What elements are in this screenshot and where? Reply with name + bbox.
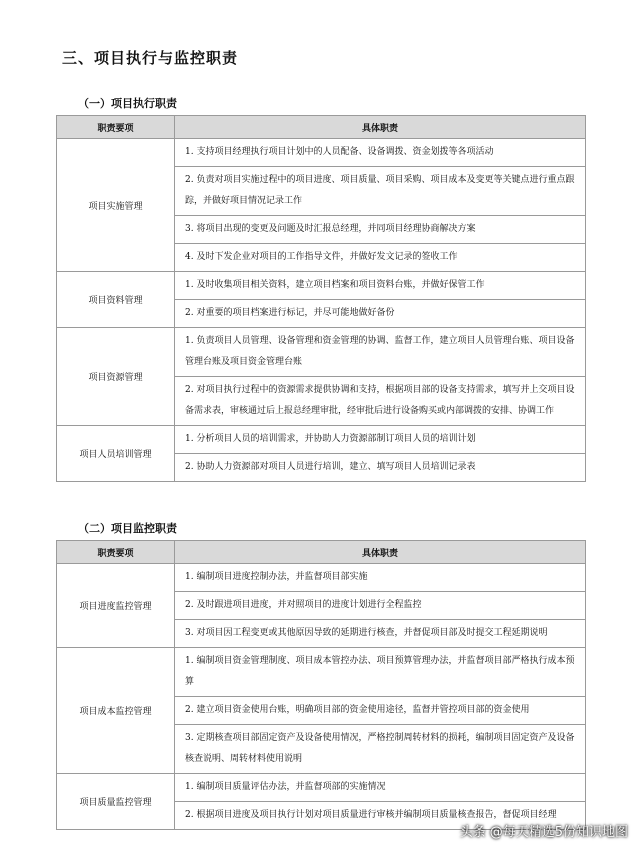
duty-item: 2. 负责对项目实施过程中的项目进度、项目质量、项目采购、项目成本及变更等关键点进行重点跟踪，并做好项目情况记录工作 — [175, 167, 586, 216]
section-title-execution: （一）项目执行职责 — [78, 97, 177, 110]
duty-category: 项目进度监控管理 — [57, 564, 175, 648]
duty-item: 1. 支持项目经理执行项目计划中的人员配备、设备调拨、资金划拨等各项活动 — [175, 139, 586, 167]
table-row — [57, 648, 586, 697]
header-specific-duty: 具体职责 — [175, 116, 586, 139]
header-specific-duty: 具体职责 — [175, 541, 586, 564]
duty-category: 项目资源管理 — [57, 328, 175, 426]
table-row — [57, 328, 586, 377]
duty-item: 3. 对项目因工程变更或其他原因导致的延期进行核查，并督促项目部及时提交工程延期说明 — [175, 620, 586, 648]
duty-item: 1. 负责项目人员管理、设备管理和资金管理的协调、监督工作，建立项目人员管理台账、项目设备管理台账及项目资金管理台账 — [175, 328, 586, 377]
table-row — [57, 774, 586, 802]
duty-item: 3. 将项目出现的变更及问题及时汇报总经理，并同项目经理协商解决方案 — [175, 216, 586, 244]
duty-category: 项目实施管理 — [57, 139, 175, 272]
duty-item: 2. 对重要的项目档案进行标记，并尽可能地做好备份 — [175, 300, 586, 328]
table-row — [57, 564, 586, 592]
duty-item: 3. 定期核查项目部固定资产及设备使用情况，严格控制周转材料的损耗，编制项目固定资产及设备核查说明、周转材料使用说明 — [175, 725, 586, 774]
header-duty-item: 职责要项 — [57, 116, 175, 139]
duty-item: 1. 编制项目质量评估办法，并监督项部的实施情况 — [175, 774, 586, 802]
table-row — [57, 139, 586, 167]
execution-duties-table — [56, 115, 586, 482]
table-row — [57, 272, 586, 300]
page-heading: 三、项目执行与监控职责 — [62, 49, 239, 67]
duty-item: 4. 及时下发企业对项目的工作指导文件，并做好发文记录的签收工作 — [175, 244, 586, 272]
duty-category: 项目质量监控管理 — [57, 774, 175, 830]
duty-category: 项目人员培训管理 — [57, 426, 175, 482]
duty-item: 2. 及时跟进项目进度，并对照项目的进度计划进行全程监控 — [175, 592, 586, 620]
duty-category: 项目资料管理 — [57, 272, 175, 328]
table-row — [57, 426, 586, 454]
duty-item: 2. 对项目执行过程中的资源需求提供协调和支持，根据项目部的设备支持需求，填写并上交项目设备需求表，审核通过后上报总经理审批，经审批后进行设备购买或内部调拨的安排、协调工作 — [175, 377, 586, 426]
duty-item: 2. 根据项目进度及项目执行计划对项目质量进行审核并编制项目质量核查报告，督促项目经理 — [175, 802, 586, 830]
duty-item: 2. 协助人力资源部对项目人员进行培训，建立、填写项目人员培训记录表 — [175, 454, 586, 482]
table-header-row — [57, 116, 586, 139]
watermark: 头条 @每天精选5份知识地图 — [459, 825, 628, 840]
monitoring-duties-table — [56, 540, 586, 830]
duty-item: 1. 及时收集项目相关资料，建立项目档案和项目资料台账，并做好保管工作 — [175, 272, 586, 300]
duty-item: 1. 编制项目资金管理制度、项目成本管控办法、项目预算管理办法，并监督项目部严格执行成本预算 — [175, 648, 586, 697]
table-header-row — [57, 541, 586, 564]
duty-item: 2. 建立项目资金使用台账，明确项目部的资金使用途径，监督并管控项目部的资金使用 — [175, 697, 586, 725]
duty-item: 1. 分析项目人员的培训需求，并协助人力资源部制订项目人员的培训计划 — [175, 426, 586, 454]
duty-category: 项目成本监控管理 — [57, 648, 175, 774]
duty-item: 1. 编制项目进度控制办法，并监督项目部实施 — [175, 564, 586, 592]
section-title-monitoring: （二）项目监控职责 — [78, 522, 177, 535]
header-duty-item: 职责要项 — [57, 541, 175, 564]
